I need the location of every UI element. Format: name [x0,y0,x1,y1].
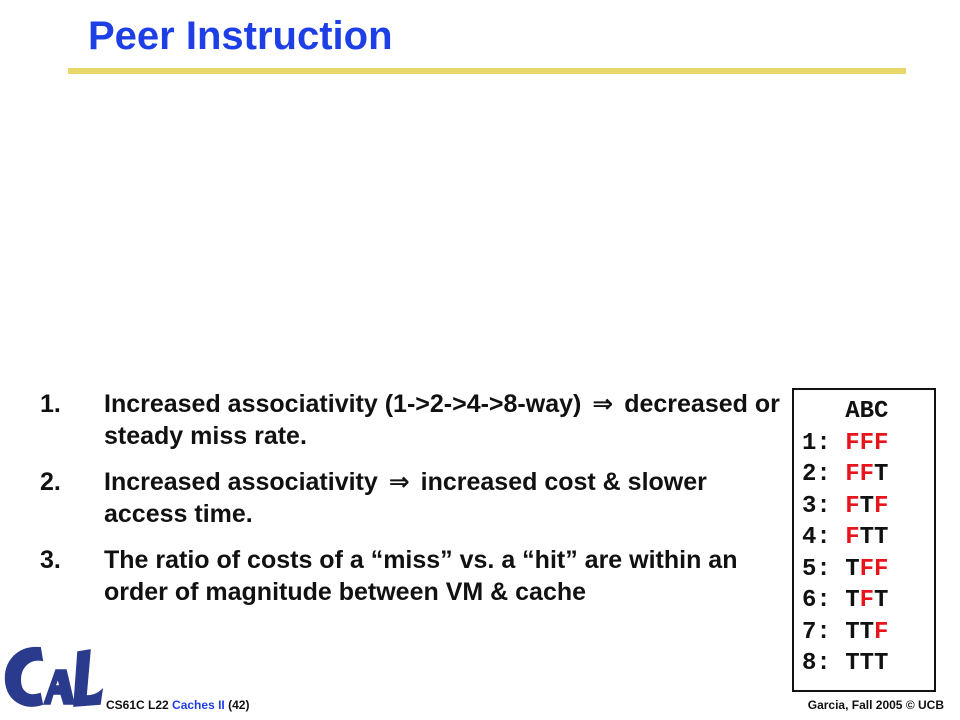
answer-rows [802,428,934,680]
list-item [40,466,780,530]
cal-logo-icon [0,640,104,716]
item-text [104,388,780,452]
answer-letter: F [874,618,889,646]
answer-letter: F [874,555,889,583]
answer-option-6 [802,585,934,617]
answer-option-label: 3: [802,492,846,520]
footer-course-info [106,698,249,712]
answer-option-label: 5: [802,555,846,583]
answer-option-label: 1: [802,429,846,457]
item-text [104,466,780,530]
page-title: Peer Instruction [88,14,393,58]
answer-option-label: 6: [802,587,846,614]
answer-letter: F [845,524,860,551]
implies-arrow-icon: ⇒ [388,467,410,496]
answer-option-7 [802,617,934,649]
answer-letter: T [874,461,889,488]
answer-header-label: ABC [845,398,889,425]
item-number: 3. [40,546,61,574]
answer-letter: T [845,555,860,583]
answer-letter: T [859,524,875,551]
footer-credit: Garcia, Fall 2005 © UCB [807,698,944,712]
answer-letter: F [845,461,860,488]
answer-letter: T [859,618,875,646]
title-divider [68,68,906,74]
item-text-after: increased cost & slower access time. [104,468,707,528]
question-list [40,388,780,622]
implies-arrow-icon: ⇒ [592,389,614,418]
answer-letter: T [845,650,860,677]
item-text-after: decreased or steady miss rate. [104,390,780,450]
answer-option-2 [802,459,934,491]
answer-letter: T [859,650,875,677]
answer-letter: F [859,461,875,488]
answer-option-3 [802,491,934,523]
footer-topic: Caches II [172,698,225,712]
answer-letter: T [874,650,889,677]
answer-letter: F [859,587,875,614]
list-item [40,388,780,452]
answer-choices-box [792,388,936,692]
answer-option-1 [802,428,934,460]
answer-letter: T [874,524,889,551]
answer-option-label: 7: [802,618,846,646]
answer-letter: T [859,492,875,520]
answer-letter: F [859,555,875,583]
item-number: 1. [40,390,61,418]
answer-letter: F [874,429,889,457]
answer-letter: F [845,429,860,457]
answer-letter: T [874,587,889,614]
answer-option-5 [802,554,934,586]
answer-option-label: 2: [802,461,846,488]
list-item [40,544,780,608]
item-number: 2. [40,468,61,496]
answer-letter: F [845,492,860,520]
answer-option-8 [802,648,934,680]
footer-course: CS61C L22 [106,698,169,712]
footer-page: (42) [228,698,250,712]
answer-header [802,396,934,428]
answer-option-4 [802,522,934,554]
answer-letter: T [845,587,860,614]
answer-letter: F [874,492,889,520]
answer-letter: F [859,429,875,457]
answer-option-label: 8: [802,650,846,677]
answer-option-label: 4: [802,524,846,551]
item-text [104,544,780,608]
item-text-before: Increased associativity [104,468,378,496]
item-text-before: Increased associativity (1->2->4->8-way) [104,390,582,418]
item-text-before: The ratio of costs of a “miss” vs. a “hit” are within an order of magnitude between VM & cache [104,546,738,606]
answer-letter: T [845,618,860,646]
